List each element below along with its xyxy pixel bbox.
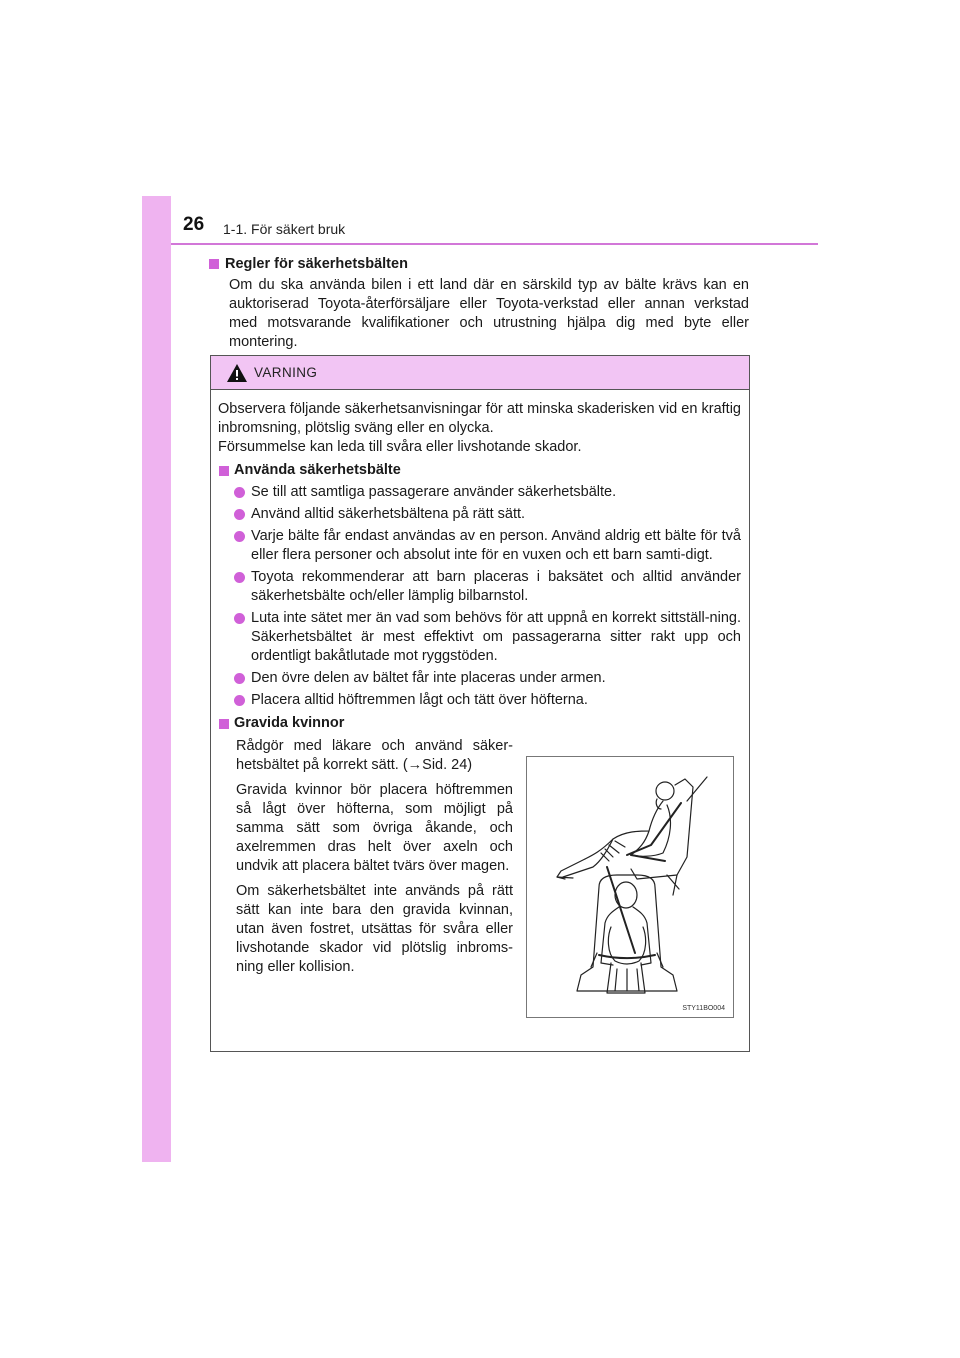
section-heading-text: Använda säkerhetsbälte [234, 462, 401, 478]
section-title: 1-1. För säkert bruk [223, 221, 346, 237]
intro-heading [209, 254, 749, 274]
list-item: Placera alltid höftremmen lågt och tätt över höfterna. [218, 691, 741, 710]
list-item: Använd alltid säkerhetsbältena på rätt sätt. [218, 505, 741, 524]
pregnant-paragraph: Om säkerhetsbältet inte används på rätt sätt kan inte bara den gravida kvinnan, utan även fostret, utsättas för svåra eller livshotande skador vid plötslig inbroms-ning eller kollision. [236, 883, 513, 975]
page-number: 26 [183, 214, 205, 235]
warning-title: VARNING [254, 365, 318, 380]
list-item: Varje bälte får endast användas av en person. Använd aldrig ett bälte för två eller flera personer och absolut inte för en vuxen och ett barn samti-digt. [218, 527, 741, 565]
illustration-code: STY11BO004 [682, 1005, 725, 1012]
pregnant-text [236, 737, 513, 983]
square-bullet-icon [219, 466, 229, 476]
side-strip [142, 196, 171, 1162]
bullet-dot-icon [234, 673, 245, 684]
list-item: Toyota rekommenderar att barn placeras i baksätet och alltid använder säkerhetsbälte och/eller lämplig bilbarnstol. [218, 568, 741, 606]
section-heading-pregnant [218, 714, 741, 733]
list-item: Den övre delen av bältet får inte placeras under armen. [218, 669, 741, 688]
bullet-dot-icon [234, 572, 245, 583]
list-item: Luta inte sätet mer än vad som behövs för att uppnå en korrekt sittställ-ning. Säkerhetsbältet är mest effektivt om passagerarna sitter rakt upp och ordentligt bakåtlutade mot ryggstöden. [218, 609, 741, 666]
list-item: Se till att samtliga passagerare använder säkerhetsbälte. [218, 483, 741, 502]
intro-section [209, 254, 749, 352]
bullet-dot-icon [234, 613, 245, 624]
square-bullet-icon [219, 719, 229, 729]
intro-heading-text: Regler för säkerhetsbälten [225, 256, 408, 272]
warning-header [211, 356, 749, 390]
section-heading-seatbelt [218, 461, 741, 480]
pregnant-paragraph: Gravida kvinnor bör placera höftremmen så lågt över höfterna, som möjligt på samma sätt som övriga åkande, och axelremmen dras helt över axeln och undvik att placera bältet tvärs över magen. [236, 782, 513, 874]
header-divider [171, 243, 818, 245]
bullet-dot-icon [234, 509, 245, 520]
pregnant-paragraph: Rådgör med läkare och använd säker-hetsbältet på korrekt sätt. (→Sid. 24) [236, 738, 513, 773]
warning-triangle-icon [227, 364, 247, 382]
intro-text: Om du ska använda bilen i ett land där en särskild typ av bälte krävs kan en auktoriserad Toyota-återförsäljare eller Toyota-verkstad eller annan verkstad med motsvarande kvalifikationer och utrustning hjälpa dig med byte eller montering. [229, 277, 749, 350]
pregnant-seatbelt-illustration [526, 756, 734, 1018]
bullet-dot-icon [234, 487, 245, 498]
bullet-dot-icon [234, 695, 245, 706]
square-bullet-icon [209, 259, 219, 269]
warning-intro-line: Observera följande säkerhetsanvisningar för att minska skaderisken vid en kraftig inbromsning, plötslig sväng eller en olycka. [218, 401, 741, 436]
warning-intro-line: Försummelse kan leda till svåra eller livshotande skador. [218, 439, 582, 455]
pregnant-woman-illustration [527, 757, 733, 1017]
section-heading-text: Gravida kvinnor [234, 715, 345, 731]
bullet-dot-icon [234, 531, 245, 542]
seatbelt-bullet-list [218, 483, 741, 710]
warning-box [210, 355, 750, 1052]
warning-intro [218, 400, 741, 457]
